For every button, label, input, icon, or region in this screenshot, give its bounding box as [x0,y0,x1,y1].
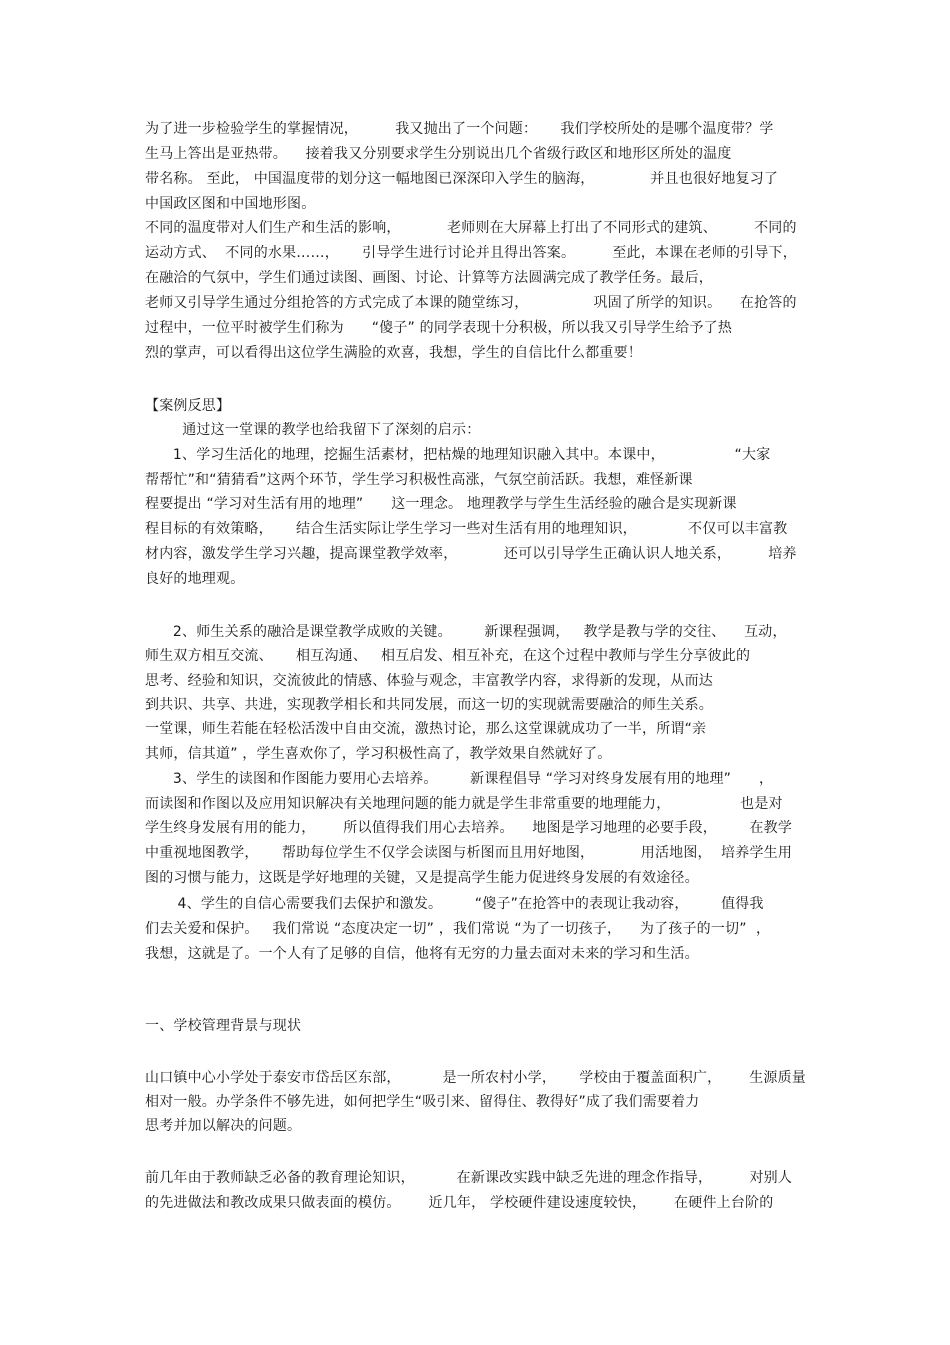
text-line: 中国政区图和中国地形图。 [145,196,316,212]
text-line: 材内容，激发学生学习兴趣，提高课堂教学效率， 还可以引导学生正确认识人地关系， 培养 [145,546,797,562]
text-line: 中重视地图教学， 帮助每位学生不仅学会读图与析图而且用好地图， 用活地图， 培养学生用 [145,845,793,861]
text-line: 程目标的有效策略， 结合生活实际让学生学习一些对生活有用的地理知识， 不仅可以丰富教 [145,521,788,537]
text-line: 通过这一堂课的教学也给我留下了深刻的启示： [145,422,481,438]
text-line: 山口镇中心小学处于泰安市岱岳区东部， 是一所农村小学， 学校由于覆盖面积广， 生源质量 [145,1070,807,1086]
text-line: 良好的地理观。 [145,571,245,587]
text-line: 烈的掌声，可以看得出这位学生满脸的欢喜，我想，学生的自信比什么都重要！ [145,345,642,361]
text-line: 帮帮忙”和“猜猜看”这两个环节，学生学习积极性高涨，气氛空前活跃。我想，难怪新课 [145,472,693,488]
text-line: 在融洽的气氛中，学生们通过读图、画图、讨论、计算等方法圆满完成了教学任务。最后， [145,270,713,286]
text-line: 相对一般。办学条件不够先进，如何把学生“吸引来、留得住、教得好”成了我们需要着力 [145,1094,700,1110]
text-line: 为了进一步检验学生的掌握情况， 我又抛出了一个问题： 我们学校所处的是哪个温度带？学 [145,121,774,137]
text-line: 而读图和作图以及应用知识解决有关地理问题的能力就是学生非常重要的地理能力， 也是对 [145,796,783,812]
text-line: 思考、经验和知识，交流彼此的情感、体验与观念，丰富教学内容，求得新的发现，从而达 [145,673,713,689]
text-line: 的先进做法和教改成果只做表面的模仿。 近几年， 学校硬件建设速度较快， 在硬件上台阶的 [145,1195,774,1211]
text-line: 生马上答出是亚热带。 接着我又分别要求学生分别说出几个省级行政区和地形区所处的温度 [145,146,732,162]
text-line: 运动方式、 不同的水果……， 引导学生进行讨论并且得出答案。 至此，本课在老师的引导下， [145,245,797,261]
text-line: 过程中，一位平时被学生们称为 “傻子” 的同学表现十分积极，所以我又引导学生给予了热 [145,320,733,336]
text-line: 到共识、共享、共进，实现教学相长和共同发展，而这一切的实现就需要融洽的师生关系。 [145,697,713,713]
text-line: 一堂课，师生若能在轻松活泼中自由交流，激热讨论，那么这堂课就成功了一半，所谓“亲 [145,721,707,737]
text-line: 带名称。 至此， 中国温度带的划分这一幅地图已深深印入学生的脑海， 并且也很好地复习了 [145,171,779,187]
text-line: 学生终身发展有用的能力， 所以值得我们用心去培养。 地图是学习地理的必要手段， 在教学 [145,820,793,836]
text-line: 不同的温度带对人们生产和生活的影响， 老师则在大屏幕上打出了不同形式的建筑、 不同的 [145,220,797,236]
text-line: 2、师生关系的融洽是课堂教学成败的关键。 新课程强调， 教学是教与学的交往、 互动， [145,624,787,640]
section-heading: 一、学校管理背景与现状 [145,1018,302,1034]
text-line: 3、学生的读图和作图能力要用心去培养。 新课程倡导 “学习对终身发展有用的地理” ， [145,771,774,787]
text-line: 程要提出 “学习对生活有用的地理” 这一理念。 地理教学与学生生活经验的融合是实现新课 [145,496,737,512]
text-line: 们去关爱和保护。 我们常说 “态度决定一切” ，我们常说 “为了一切孩子， 为了孩子的一切” ， [145,921,771,937]
text-line: 1、学习生活化的地理，挖掘生活素材，把枯燥的地理知识融入其中。本课中， “大家 [145,447,771,463]
text-line: 前几年由于教师缺乏必备的教育理论知识， 在新课改实践中缺乏先进的理念作指导， 对别人 [145,1170,793,1186]
text-line: 其师，信其道” ，学生喜欢你了，学习积极性高了，教学效果自然就好了。 [145,746,612,762]
section-heading: 【案例反思】 [145,398,231,414]
text-line: 师生双方相互交流、 相互沟通、 相互启发、相互补充，在这个过程中教师与学生分享彼此的 [145,648,751,664]
text-line: 4、学生的自信心需要我们去保护和激发。 “傻子”在抢答中的表现让我动容， 值得我 [145,896,764,912]
text-line: 思考并加以解决的问题。 [145,1118,302,1134]
text-line: 我想，这就是了。一个人有了足够的自信，他将有无穷的力量去面对未来的学习和生活。 [145,946,699,962]
text-line: 图的习惯与能力，这既是学好地理的关键，又是提高学生能力促进终身发展的有效途径。 [145,870,699,886]
text-line: 老师又引导学生通过分组抢答的方式完成了本课的随堂练习， 巩固了所学的知识。 在抢答的 [145,295,797,311]
